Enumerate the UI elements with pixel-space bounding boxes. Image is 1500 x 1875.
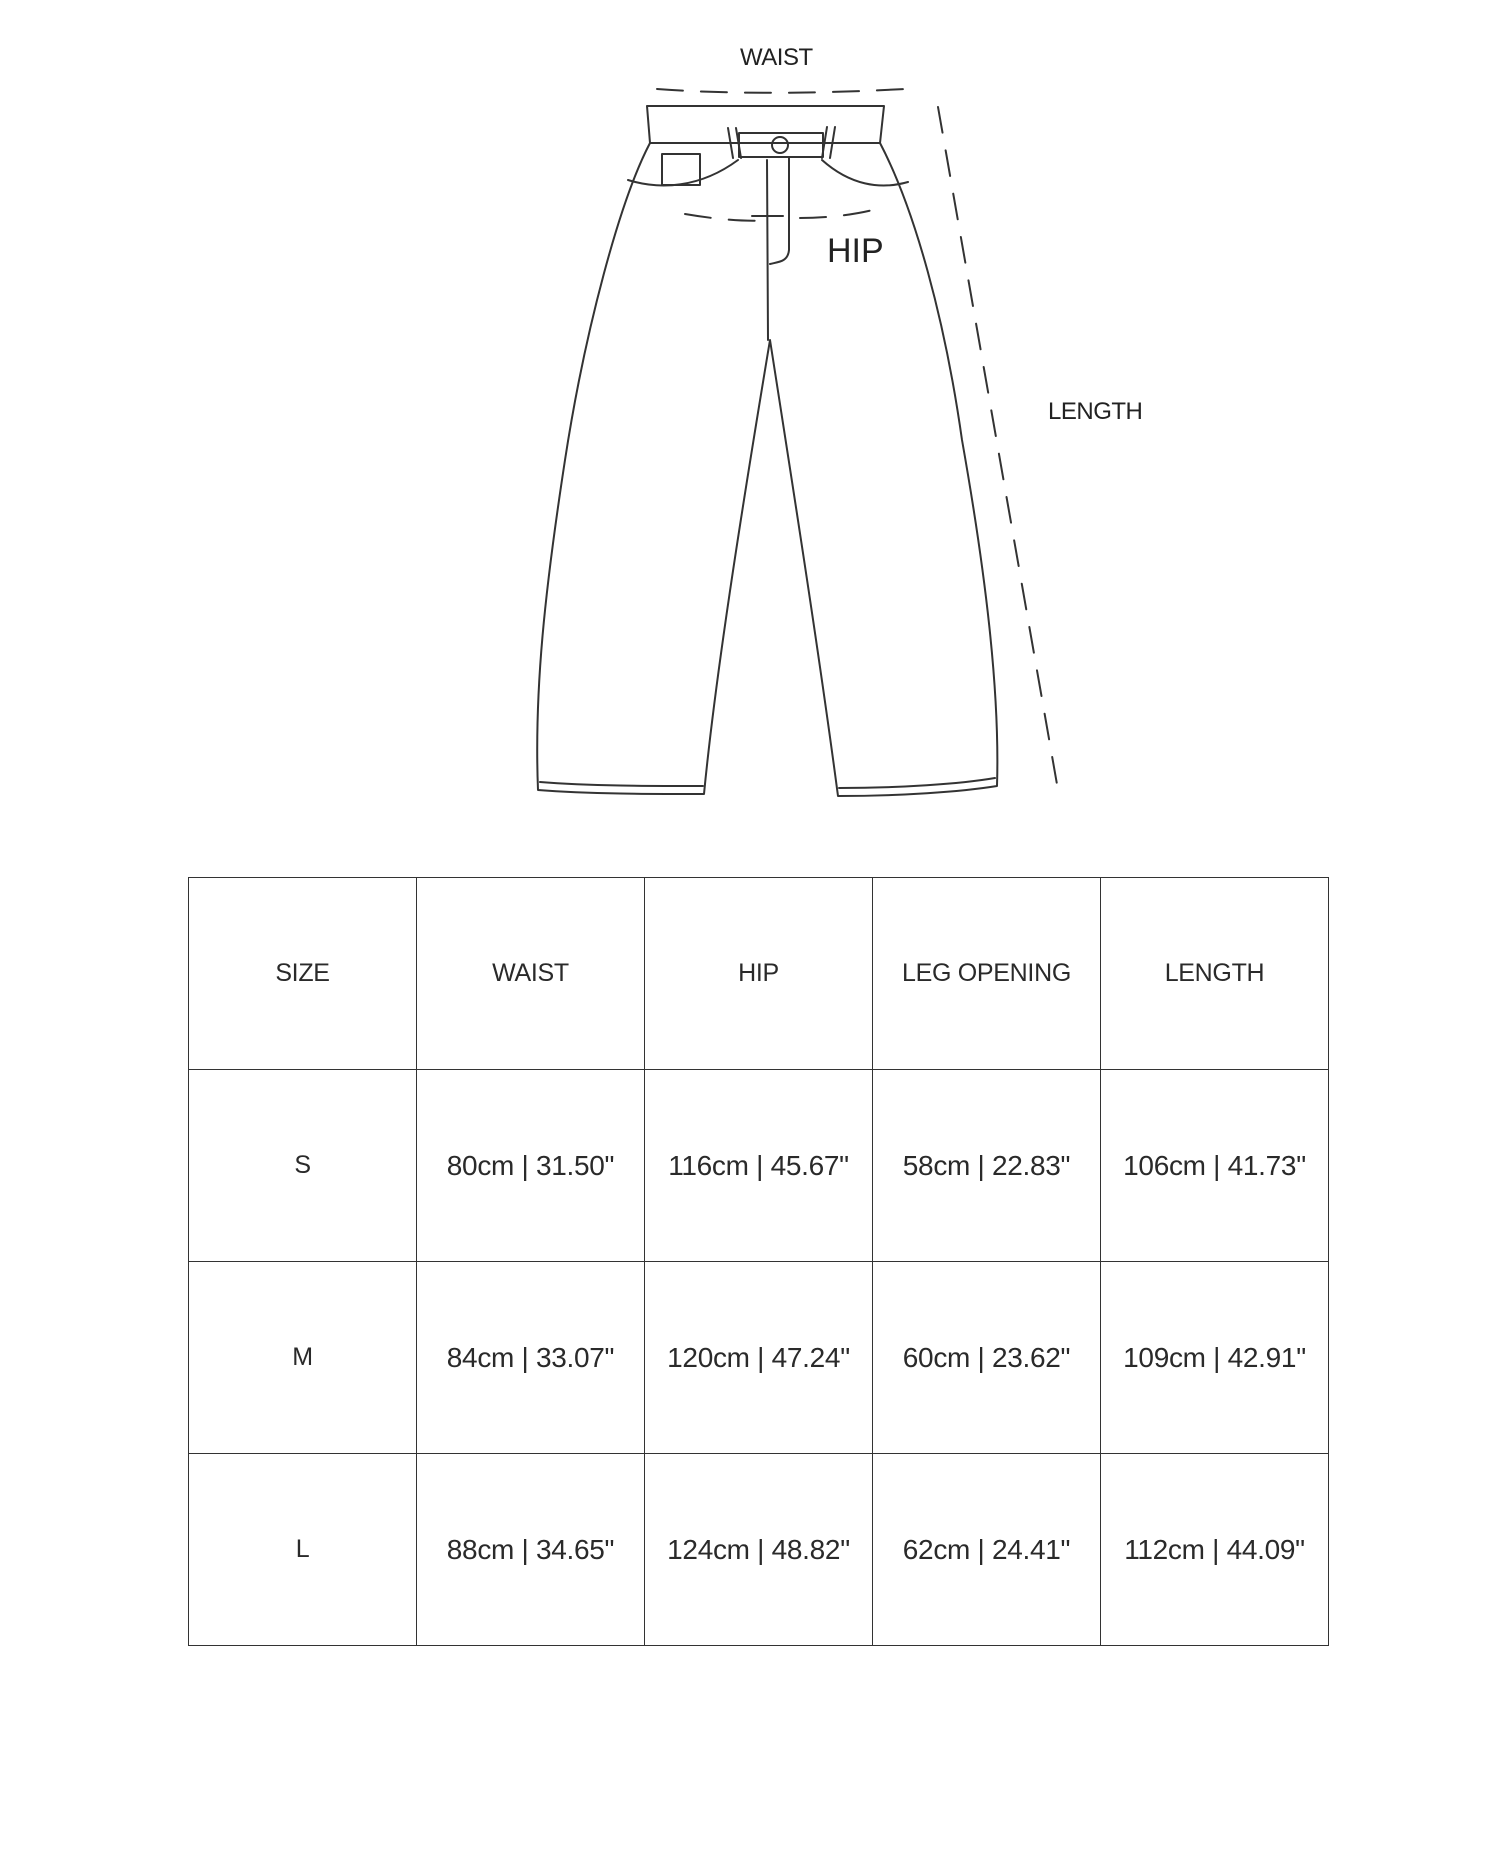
length-cell: 112cm | 44.09" (1101, 1454, 1329, 1646)
button (772, 137, 788, 153)
length-measure-line (938, 107, 1058, 790)
size-cell: L (189, 1454, 417, 1646)
hem-left (540, 782, 703, 786)
table-row (189, 1262, 1329, 1454)
coin-pocket (662, 154, 700, 185)
hem-right (839, 778, 995, 788)
size-cell: M (189, 1262, 417, 1454)
header-length: LENGTH (1101, 878, 1329, 1070)
length-cell: 106cm | 41.73" (1101, 1070, 1329, 1262)
leg-opening-cell: 62cm | 24.41" (873, 1454, 1101, 1646)
header-waist: WAIST (417, 878, 645, 1070)
table-header-row (189, 878, 1329, 1070)
waistband (647, 106, 884, 143)
waist-cell: 84cm | 33.07" (417, 1262, 645, 1454)
hip-measure-line-right (800, 208, 880, 218)
header-hip: HIP (645, 878, 873, 1070)
waist-cell: 88cm | 34.65" (417, 1454, 645, 1646)
pants-illustration (0, 0, 1500, 850)
header-leg-opening: LEG OPENING (873, 878, 1101, 1070)
length-label: LENGTH (1048, 398, 1143, 425)
hip-cell: 120cm | 47.24" (645, 1262, 873, 1454)
hip-label: HIP (827, 232, 884, 270)
leg-opening-cell: 60cm | 23.62" (873, 1262, 1101, 1454)
size-chart-table (188, 877, 1329, 1646)
waist-measure-line (657, 89, 905, 93)
size-cell: S (189, 1070, 417, 1262)
hip-cell: 116cm | 45.67" (645, 1070, 873, 1262)
waist-cell: 80cm | 31.50" (417, 1070, 645, 1262)
table-row (189, 1070, 1329, 1262)
leg-opening-cell: 58cm | 22.83" (873, 1070, 1101, 1262)
table-row (189, 1454, 1329, 1646)
pocket-left (628, 160, 738, 185)
header-size: SIZE (189, 878, 417, 1070)
fly-stitch (770, 158, 789, 264)
waist-label: WAIST (740, 44, 813, 71)
hip-cell: 124cm | 48.82" (645, 1454, 873, 1646)
length-cell: 109cm | 42.91" (1101, 1262, 1329, 1454)
fly-line (767, 160, 768, 340)
